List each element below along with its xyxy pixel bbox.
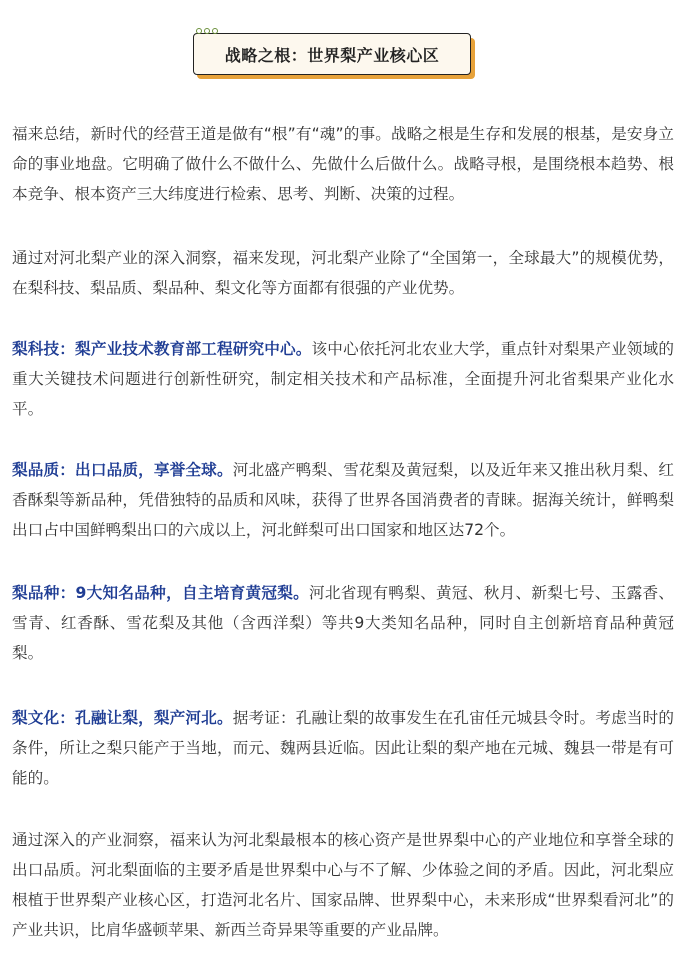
paragraph-text: 通过深入的产业洞察，福来认为河北梨最根本的核心资产是世界梨中心的产业地位和享誉全球的出口品质。河北梨面临的主要矛盾是世界梨中心与不了解、少体验之间的矛盾。因此，河北梨应根植于世界梨产业核心区，打造河北名片、国家品牌、世界梨中心，未来形成“世界梨看河北”的产业共识，比肩华盛顿苹果、新西兰奇异果等重要的产业品牌。 [12, 831, 674, 939]
paragraph-pear-quality [12, 455, 674, 545]
ornament-dot [196, 28, 202, 34]
paragraph-advantages [12, 243, 674, 303]
paragraph-lead: 梨文化：孔融让梨，梨产河北。 [12, 709, 233, 727]
heading-dots-ornament [196, 28, 218, 34]
paragraph-text: 福来总结，新时代的经营王道是做有“根”有“魂”的事。战略之根是生存和发展的根基，是安身立命的事业地盘。它明确了做什么不做什么、先做什么后做什么。战略寻根，是围绕根本趋势、根本竞争、根本资产三大纬度进行检索、思考、判断、决策的过程。 [12, 125, 674, 203]
ornament-dot [204, 28, 210, 34]
paragraph-lead: 梨品质：出口品质，享誉全球。 [12, 461, 233, 479]
heading-box [193, 33, 471, 75]
paragraph-text: 据考证：孔融让梨的故事发生在孔宙任元城县令时。考虑当时的条件，所让之梨只能产于当地，而元、魏两县近临。因此让梨的梨产地在元城、魏县一带是有可能的。 [12, 709, 674, 787]
paragraph-lead: 梨科技：梨产业技术教育部工程研究中心。 [12, 340, 312, 358]
ornament-dot [212, 28, 218, 34]
paragraph-text: 河北盛产鸭梨、雪花梨及黄冠梨，以及近年来又推出秋月梨、红香酥梨等新品种，凭借独特的品质和风味，获得了世界各国消费者的青睐。据海关统计，鲜鸭梨出口占中国鲜鸭梨出口的六成以上，河北鲜梨可出口国家和地区达72个。 [12, 461, 674, 539]
paragraph-pear-culture [12, 703, 674, 793]
paragraph-conclusion [12, 825, 674, 945]
paragraph-pear-technology [12, 334, 674, 424]
paragraph-intro [12, 119, 674, 209]
paragraph-text: 该中心依托河北农业大学，重点针对梨果产业领域的重大关键技术问题进行创新性研究，制定相关技术和产品标准，全面提升河北省梨果产业化水平。 [12, 340, 674, 418]
heading-title: 战略之根：世界梨产业核心区 [224, 45, 440, 65]
paragraph-text: 通过对河北梨产业的深入洞察，福来发现，河北梨产业除了“全国第一，全球最大”的规模优势，在梨科技、梨品质、梨品种、梨文化等方面都有很强的产业优势。 [12, 249, 674, 297]
paragraph-lead: 梨品种：9大知名品种，自主培育黄冠梨。 [12, 584, 309, 602]
paragraph-text: 河北省现有鸭梨、黄冠、秋月、新梨七号、玉露香、雪青、红香酥、雪花梨及其他（含西洋梨）等共9大类知名品种，同时自主创新培育品种黄冠梨。 [12, 584, 674, 662]
paragraph-pear-varieties [12, 578, 674, 668]
section-heading [193, 33, 475, 79]
